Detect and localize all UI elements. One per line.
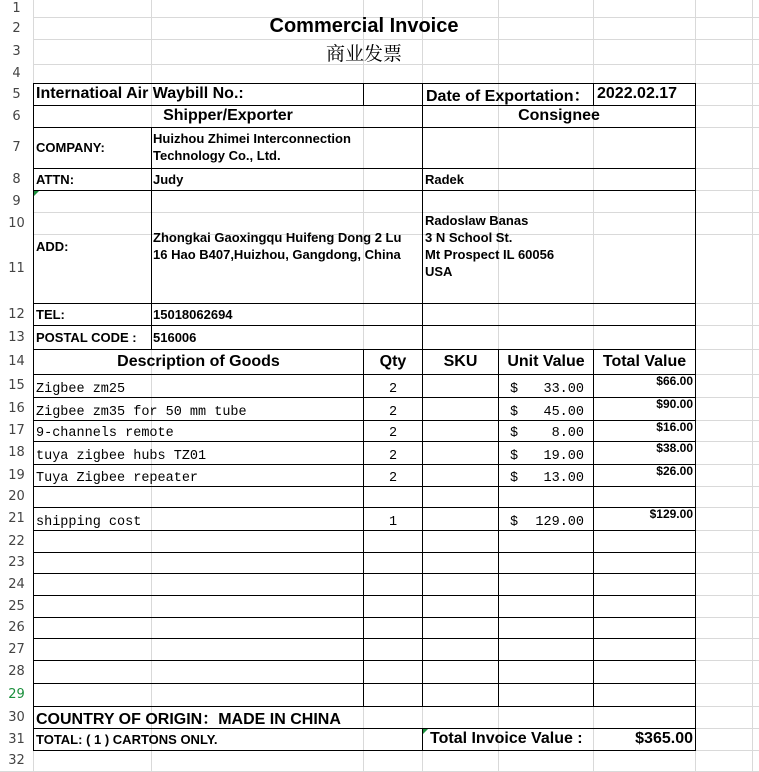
total-invoice-value[interactable]: $365.00	[635, 730, 693, 747]
item-total-value[interactable]: $16.00	[656, 420, 693, 434]
company-label: COMPANY:	[36, 140, 105, 155]
cell-border	[33, 750, 696, 751]
cell-border	[33, 638, 696, 639]
item-sku[interactable]	[423, 397, 498, 420]
company-value-line2: Technology Co., Ltd.	[153, 148, 281, 163]
attn-shipper: Judy	[153, 171, 184, 187]
item-description[interactable]: Zigbee zm25	[36, 382, 126, 397]
qty-header: Qty	[379, 352, 407, 370]
grid-line	[752, 0, 753, 771]
total-invoice-label: Total Invoice Value :	[430, 730, 583, 747]
row-header[interactable]: 27	[0, 638, 33, 660]
item-unit-value[interactable]: 33.00	[543, 382, 584, 397]
item-total-value[interactable]: $129.00	[649, 507, 693, 521]
sku-header: SKU	[443, 352, 478, 370]
cell-border	[33, 530, 696, 531]
airwaybill-value[interactable]	[364, 83, 422, 105]
item-currency: $	[510, 426, 519, 441]
row-header[interactable]: 1	[0, 0, 33, 17]
date-value[interactable]: 2022.02.17	[597, 85, 678, 102]
row-header[interactable]: 6	[0, 105, 33, 127]
row-header[interactable]: 18	[0, 441, 33, 464]
cell-border	[33, 573, 696, 574]
consignee-address-line2: 3 N School St.	[425, 230, 513, 245]
attn-consignee: Radek	[425, 171, 465, 187]
goods-header: Description of Goods	[117, 352, 280, 370]
row-header[interactable]: 16	[0, 397, 33, 420]
cell-border	[33, 660, 696, 661]
row-header[interactable]: 19	[0, 464, 33, 486]
item-qty[interactable]	[364, 486, 422, 507]
row-header[interactable]: 22	[0, 530, 33, 552]
row-header[interactable]: 25	[0, 595, 33, 617]
item-sku[interactable]	[423, 507, 498, 530]
attn-label: ATTN:	[36, 171, 75, 187]
postal-label: POSTAL CODE :	[36, 329, 137, 345]
row-header[interactable]: 8	[0, 168, 33, 190]
item-total-value[interactable]: $90.00	[656, 397, 693, 411]
item-unit-value[interactable]: 129.00	[535, 515, 584, 530]
row-header[interactable]: 5	[0, 83, 33, 105]
invoice-title: Commercial Invoice	[269, 15, 459, 37]
row-header[interactable]: 20	[0, 486, 33, 507]
cell-border	[695, 83, 696, 751]
cell-border	[33, 683, 696, 684]
item-sku[interactable]	[423, 374, 498, 397]
tel-value: 15018062694	[153, 306, 233, 322]
airwaybill-label: Internatioal Air Waybill No.:	[36, 85, 244, 102]
consignee-address-line3: Mt Prospect IL 60056	[425, 247, 555, 262]
item-total-value[interactable]: $26.00	[656, 464, 693, 478]
row-header[interactable]: 2	[0, 17, 33, 39]
item-unit-value[interactable]: 45.00	[543, 405, 584, 420]
item-qty[interactable]: 2	[388, 405, 398, 420]
item-description[interactable]: shipping cost	[36, 515, 142, 530]
cell-border	[33, 552, 696, 553]
row-header[interactable]: 11	[0, 234, 33, 303]
address-label: ADD:	[36, 239, 69, 254]
row-header[interactable]: 32	[0, 750, 33, 771]
shipper-address-line2: 16 Hao B407,Huizhou, Gangdong, China	[153, 247, 401, 262]
postal-value: 516006	[153, 329, 197, 345]
item-total-value[interactable]: $38.00	[656, 441, 693, 455]
item-description[interactable]: 9-channels remote	[36, 426, 174, 441]
total-cartons: TOTAL: ( 1 ) CARTONS ONLY.	[36, 731, 218, 747]
row-header[interactable]: 4	[0, 64, 33, 83]
item-sku[interactable]	[423, 420, 498, 441]
row-header[interactable]: 21	[0, 507, 33, 530]
item-unit-value[interactable]	[499, 486, 584, 507]
item-unit-value[interactable]: 19.00	[543, 449, 584, 464]
item-description[interactable]: tuya zigbee hubs TZ01	[36, 449, 207, 464]
item-currency: $	[510, 471, 519, 486]
row-header[interactable]: 14	[0, 349, 33, 374]
item-total-value[interactable]	[594, 486, 693, 507]
row-header[interactable]: 30	[0, 706, 33, 728]
item-description[interactable]: Zigbee zm35 for 50 mm tube	[36, 405, 247, 420]
consignee-address-line4: USA	[425, 264, 453, 279]
item-description[interactable]: Tuya Zigbee repeater	[36, 471, 199, 486]
shipper-header: Shipper/Exporter	[163, 107, 293, 124]
row-header[interactable]: 10	[0, 212, 33, 234]
item-qty[interactable]: 2	[388, 471, 398, 486]
consignee-address-line1: Radoslaw Banas	[425, 213, 529, 228]
row-header[interactable]: 26	[0, 617, 33, 638]
invoice-title-chinese: 商业发票	[325, 43, 402, 65]
row-header[interactable]: 3	[0, 39, 33, 64]
item-description[interactable]	[34, 486, 362, 507]
cell-border	[33, 617, 696, 618]
item-unit-value[interactable]: 13.00	[543, 471, 584, 486]
row-header[interactable]: 7	[0, 127, 33, 168]
item-qty[interactable]: 1	[388, 515, 398, 530]
item-currency: $	[510, 382, 519, 397]
item-qty[interactable]: 2	[388, 426, 398, 441]
item-unit-value[interactable]: 8.00	[551, 426, 584, 441]
row-header[interactable]: 15	[0, 374, 33, 397]
total-value-header: Total Value	[602, 352, 687, 370]
row-header[interactable]: 9	[0, 190, 33, 212]
row-header[interactable]: 12	[0, 303, 33, 325]
cell-border	[33, 595, 696, 596]
consignee-header: Consignee	[518, 107, 600, 124]
row-header[interactable]: 31	[0, 728, 33, 750]
item-sku[interactable]	[423, 486, 498, 507]
country-of-origin: COUNTRY OF ORIGIN：MADE IN CHINA	[36, 710, 341, 728]
row-header[interactable]: 24	[0, 573, 33, 595]
tel-label: TEL:	[36, 306, 65, 322]
row-header[interactable]: 29	[0, 683, 33, 706]
cell-flag-icon	[34, 191, 39, 196]
shipper-address-line1: Zhongkai Gaoxingqu Huifeng Dong 2 Lu	[153, 230, 402, 245]
item-currency: $	[510, 405, 519, 420]
item-sku[interactable]	[423, 441, 498, 464]
item-qty[interactable]: 2	[388, 449, 398, 464]
item-total-value[interactable]: $66.00	[656, 374, 693, 388]
unit-value-header: Unit Value	[507, 352, 585, 370]
row-header[interactable]: 13	[0, 325, 33, 349]
item-currency: $	[510, 515, 519, 530]
row-header[interactable]: 28	[0, 660, 33, 683]
row-header[interactable]: 17	[0, 420, 33, 441]
item-currency: $	[510, 449, 519, 464]
item-qty[interactable]: 2	[388, 382, 398, 397]
company-value-line1: Huizhou Zhimei Interconnection	[153, 131, 351, 146]
date-label: Date of Exportation：	[426, 87, 590, 105]
row-header[interactable]: 23	[0, 552, 33, 573]
item-sku[interactable]	[423, 464, 498, 486]
cell-flag-icon	[423, 729, 428, 734]
